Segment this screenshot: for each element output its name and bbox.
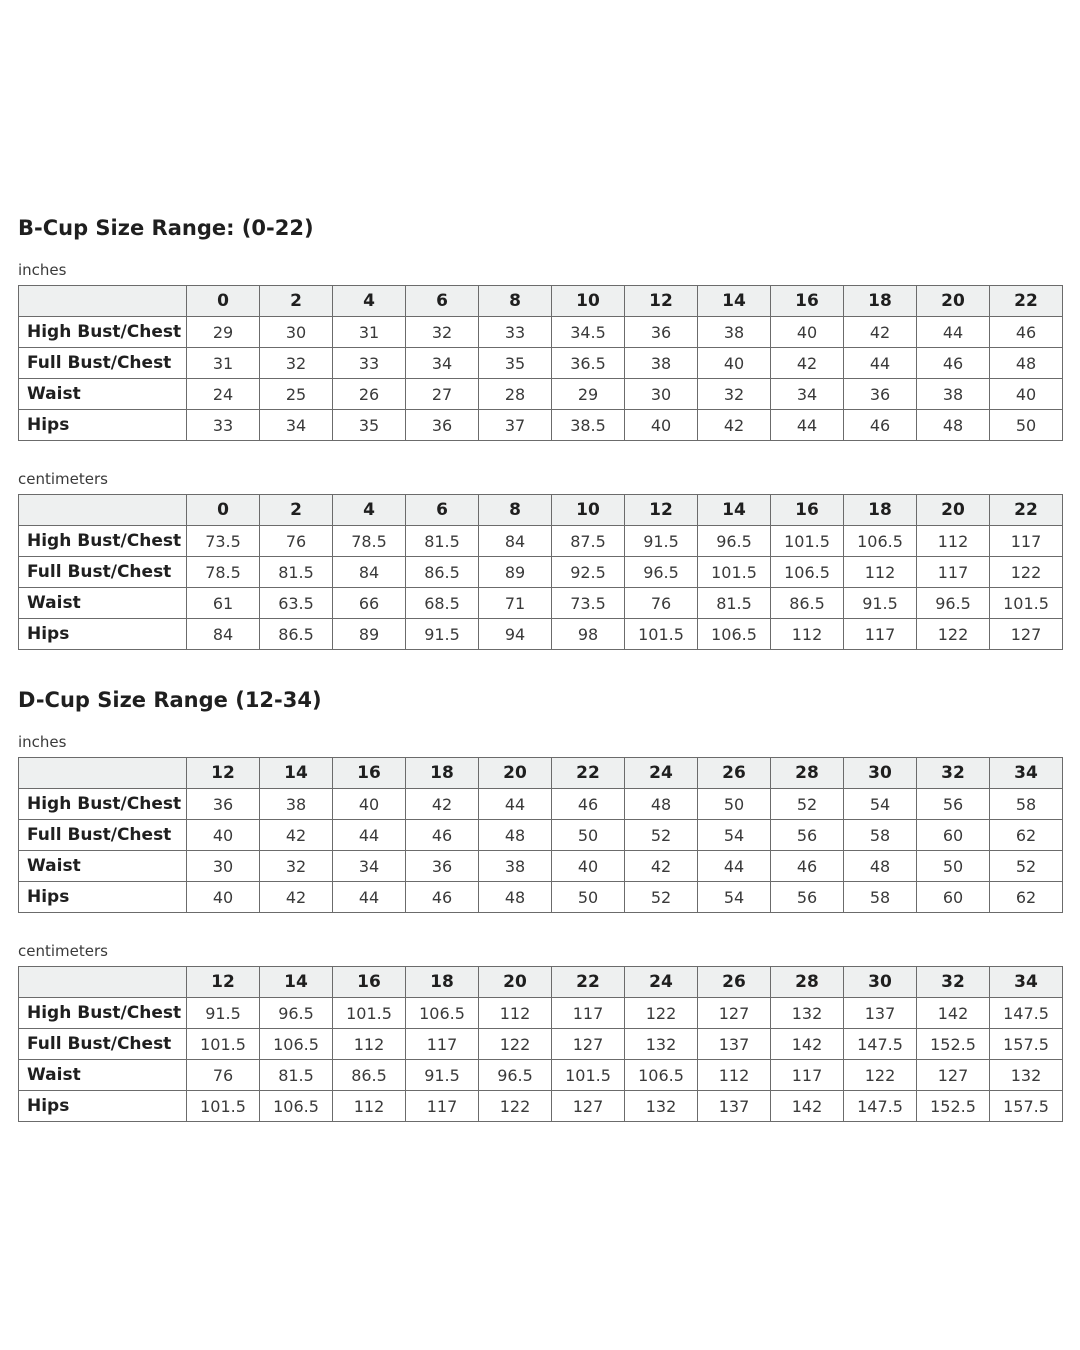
measurement-value: 50 <box>552 882 625 913</box>
measurement-value: 25 <box>260 379 333 410</box>
measurement-value: 34 <box>333 851 406 882</box>
measurement-value: 112 <box>333 1029 406 1060</box>
table-row <box>19 1029 1063 1060</box>
size-header: 20 <box>479 967 552 998</box>
measurement-value: 63.5 <box>260 588 333 619</box>
size-header: 16 <box>333 967 406 998</box>
measurement-value: 98 <box>552 619 625 650</box>
measurement-value: 84 <box>333 557 406 588</box>
measurement-value: 26 <box>333 379 406 410</box>
measurement-value: 96.5 <box>917 588 990 619</box>
measurement-label: High Bust/Chest <box>19 998 187 1029</box>
measurement-value: 42 <box>698 410 771 441</box>
size-header: 24 <box>625 967 698 998</box>
size-header: 22 <box>552 758 625 789</box>
measurement-value: 36 <box>844 379 917 410</box>
b-cup-centimeters-unit-label: centimeters <box>18 470 108 488</box>
size-header: 32 <box>917 967 990 998</box>
measurement-value: 42 <box>625 851 698 882</box>
measurement-value: 56 <box>917 789 990 820</box>
measurement-value: 37 <box>479 410 552 441</box>
measurement-value: 46 <box>844 410 917 441</box>
measurement-value: 122 <box>625 998 698 1029</box>
measurement-value: 78.5 <box>333 526 406 557</box>
table-row <box>19 1091 1063 1122</box>
measurement-label: Waist <box>19 588 187 619</box>
measurement-value: 48 <box>479 882 552 913</box>
measurement-value: 112 <box>333 1091 406 1122</box>
measurement-label: Hips <box>19 410 187 441</box>
size-header: 22 <box>552 967 625 998</box>
size-header: 4 <box>333 495 406 526</box>
measurement-value: 117 <box>771 1060 844 1091</box>
size-header: 22 <box>990 286 1063 317</box>
measurement-value: 91.5 <box>187 998 260 1029</box>
measurement-value: 38.5 <box>552 410 625 441</box>
measurement-value: 30 <box>187 851 260 882</box>
header-row <box>19 967 1063 998</box>
size-header: 2 <box>260 495 333 526</box>
measurement-value: 24 <box>187 379 260 410</box>
table-row <box>19 588 1063 619</box>
measurement-value: 52 <box>990 851 1063 882</box>
size-header: 26 <box>698 967 771 998</box>
measurement-value: 33 <box>333 348 406 379</box>
measurement-value: 137 <box>698 1091 771 1122</box>
size-header: 18 <box>406 967 479 998</box>
table-row <box>19 348 1063 379</box>
measurement-value: 137 <box>844 998 917 1029</box>
measurement-value: 38 <box>698 317 771 348</box>
size-header: 14 <box>698 495 771 526</box>
corner-cell <box>19 758 187 789</box>
measurement-value: 91.5 <box>844 588 917 619</box>
measurement-value: 96.5 <box>698 526 771 557</box>
measurement-value: 112 <box>698 1060 771 1091</box>
measurement-value: 46 <box>771 851 844 882</box>
measurement-value: 76 <box>625 588 698 619</box>
measurement-value: 117 <box>406 1091 479 1122</box>
measurement-value: 58 <box>844 882 917 913</box>
measurement-label: Full Bust/Chest <box>19 348 187 379</box>
measurement-value: 96.5 <box>260 998 333 1029</box>
measurement-label: High Bust/Chest <box>19 789 187 820</box>
header-row <box>19 286 1063 317</box>
measurement-value: 152.5 <box>917 1091 990 1122</box>
measurement-label: High Bust/Chest <box>19 526 187 557</box>
size-header: 6 <box>406 495 479 526</box>
measurement-value: 147.5 <box>844 1029 917 1060</box>
measurement-value: 127 <box>552 1091 625 1122</box>
measurement-value: 48 <box>625 789 698 820</box>
measurement-value: 56 <box>771 820 844 851</box>
table-header <box>19 758 1063 789</box>
measurement-value: 127 <box>552 1029 625 1060</box>
measurement-value: 33 <box>479 317 552 348</box>
measurement-value: 34 <box>260 410 333 441</box>
measurement-value: 122 <box>479 1029 552 1060</box>
measurement-value: 44 <box>479 789 552 820</box>
table-row <box>19 557 1063 588</box>
measurement-value: 96.5 <box>625 557 698 588</box>
measurement-value: 48 <box>844 851 917 882</box>
measurement-value: 42 <box>260 882 333 913</box>
d-cup-centimeters-table <box>18 966 1063 1122</box>
size-header: 22 <box>990 495 1063 526</box>
measurement-label: Hips <box>19 619 187 650</box>
measurement-value: 48 <box>479 820 552 851</box>
size-header: 14 <box>260 758 333 789</box>
measurement-value: 132 <box>771 998 844 1029</box>
measurement-value: 56 <box>771 882 844 913</box>
measurement-value: 54 <box>844 789 917 820</box>
measurement-value: 36 <box>406 851 479 882</box>
measurement-value: 117 <box>917 557 990 588</box>
measurement-value: 29 <box>552 379 625 410</box>
size-header: 6 <box>406 286 479 317</box>
measurement-value: 86.5 <box>771 588 844 619</box>
measurement-value: 106.5 <box>260 1091 333 1122</box>
measurement-value: 50 <box>917 851 990 882</box>
size-header: 4 <box>333 286 406 317</box>
measurement-value: 44 <box>917 317 990 348</box>
measurement-value: 30 <box>625 379 698 410</box>
size-header: 18 <box>406 758 479 789</box>
measurement-label: Full Bust/Chest <box>19 820 187 851</box>
measurement-value: 52 <box>771 789 844 820</box>
size-header: 10 <box>552 495 625 526</box>
measurement-label: High Bust/Chest <box>19 317 187 348</box>
size-header: 20 <box>917 286 990 317</box>
d-cup-inches-table <box>18 757 1063 913</box>
measurement-value: 60 <box>917 820 990 851</box>
size-header: 10 <box>552 286 625 317</box>
size-header: 2 <box>260 286 333 317</box>
table-body <box>19 317 1063 441</box>
measurement-value: 42 <box>844 317 917 348</box>
measurement-value: 142 <box>917 998 990 1029</box>
measurement-value: 117 <box>552 998 625 1029</box>
measurement-value: 101.5 <box>187 1029 260 1060</box>
measurement-value: 106.5 <box>625 1060 698 1091</box>
measurement-value: 44 <box>698 851 771 882</box>
table-row <box>19 882 1063 913</box>
measurement-value: 86.5 <box>333 1060 406 1091</box>
measurement-value: 38 <box>260 789 333 820</box>
measurement-value: 106.5 <box>844 526 917 557</box>
measurement-value: 34 <box>406 348 479 379</box>
measurement-value: 34 <box>771 379 844 410</box>
measurement-value: 91.5 <box>625 526 698 557</box>
measurement-value: 142 <box>771 1029 844 1060</box>
b-cup-inches-unit-label: inches <box>18 261 67 279</box>
measurement-value: 31 <box>333 317 406 348</box>
size-header: 16 <box>771 495 844 526</box>
measurement-value: 32 <box>260 348 333 379</box>
b-cup-inches-table <box>18 285 1063 441</box>
table-row <box>19 379 1063 410</box>
measurement-value: 68.5 <box>406 588 479 619</box>
corner-cell <box>19 286 187 317</box>
size-header: 12 <box>625 286 698 317</box>
measurement-value: 122 <box>479 1091 552 1122</box>
measurement-value: 40 <box>625 410 698 441</box>
measurement-value: 35 <box>333 410 406 441</box>
measurement-value: 106.5 <box>698 619 771 650</box>
size-header: 8 <box>479 495 552 526</box>
measurement-value: 101.5 <box>187 1091 260 1122</box>
measurement-value: 73.5 <box>552 588 625 619</box>
measurement-value: 42 <box>406 789 479 820</box>
measurement-value: 46 <box>917 348 990 379</box>
measurement-value: 76 <box>187 1060 260 1091</box>
measurement-value: 132 <box>990 1060 1063 1091</box>
size-header: 30 <box>844 758 917 789</box>
measurement-value: 127 <box>990 619 1063 650</box>
measurement-value: 81.5 <box>260 1060 333 1091</box>
measurement-value: 61 <box>187 588 260 619</box>
measurement-value: 50 <box>552 820 625 851</box>
measurement-value: 78.5 <box>187 557 260 588</box>
measurement-value: 117 <box>406 1029 479 1060</box>
size-header: 12 <box>625 495 698 526</box>
measurement-value: 54 <box>698 882 771 913</box>
measurement-value: 52 <box>625 882 698 913</box>
measurement-value: 127 <box>917 1060 990 1091</box>
size-header: 18 <box>844 286 917 317</box>
measurement-value: 122 <box>990 557 1063 588</box>
measurement-value: 50 <box>698 789 771 820</box>
table-row <box>19 526 1063 557</box>
measurement-value: 106.5 <box>771 557 844 588</box>
table-row <box>19 619 1063 650</box>
measurement-value: 58 <box>844 820 917 851</box>
measurement-value: 73.5 <box>187 526 260 557</box>
table-row <box>19 1060 1063 1091</box>
measurement-value: 94 <box>479 619 552 650</box>
size-header: 26 <box>698 758 771 789</box>
size-header: 28 <box>771 758 844 789</box>
size-header: 8 <box>479 286 552 317</box>
size-header: 12 <box>187 967 260 998</box>
measurement-value: 96.5 <box>479 1060 552 1091</box>
measurement-value: 48 <box>917 410 990 441</box>
measurement-value: 127 <box>698 998 771 1029</box>
measurement-value: 137 <box>698 1029 771 1060</box>
size-header: 20 <box>917 495 990 526</box>
measurement-value: 91.5 <box>406 1060 479 1091</box>
measurement-value: 54 <box>698 820 771 851</box>
measurement-value: 152.5 <box>917 1029 990 1060</box>
table-row <box>19 998 1063 1029</box>
measurement-value: 32 <box>698 379 771 410</box>
measurement-value: 40 <box>187 820 260 851</box>
measurement-value: 30 <box>260 317 333 348</box>
measurement-value: 132 <box>625 1029 698 1060</box>
measurement-value: 81.5 <box>260 557 333 588</box>
measurement-value: 35 <box>479 348 552 379</box>
measurement-value: 101.5 <box>552 1060 625 1091</box>
measurement-value: 157.5 <box>990 1091 1063 1122</box>
measurement-value: 32 <box>406 317 479 348</box>
measurement-value: 38 <box>479 851 552 882</box>
measurement-value: 40 <box>187 882 260 913</box>
measurement-value: 28 <box>479 379 552 410</box>
measurement-value: 147.5 <box>844 1091 917 1122</box>
measurement-value: 38 <box>625 348 698 379</box>
measurement-value: 42 <box>260 820 333 851</box>
measurement-value: 62 <box>990 882 1063 913</box>
measurement-value: 101.5 <box>990 588 1063 619</box>
measurement-value: 40 <box>771 317 844 348</box>
measurement-value: 81.5 <box>698 588 771 619</box>
measurement-value: 117 <box>990 526 1063 557</box>
measurement-value: 44 <box>333 882 406 913</box>
measurement-value: 106.5 <box>260 1029 333 1060</box>
measurement-label: Full Bust/Chest <box>19 557 187 588</box>
table-row <box>19 410 1063 441</box>
d-cup-inches-unit-label: inches <box>18 733 67 751</box>
measurement-value: 101.5 <box>771 526 844 557</box>
measurement-label: Hips <box>19 1091 187 1122</box>
measurement-value: 29 <box>187 317 260 348</box>
measurement-value: 36 <box>625 317 698 348</box>
measurement-value: 38 <box>917 379 990 410</box>
measurement-value: 132 <box>625 1091 698 1122</box>
size-header: 0 <box>187 495 260 526</box>
table-row <box>19 789 1063 820</box>
measurement-value: 44 <box>844 348 917 379</box>
header-row <box>19 758 1063 789</box>
header-row <box>19 495 1063 526</box>
measurement-value: 66 <box>333 588 406 619</box>
table-header <box>19 286 1063 317</box>
measurement-value: 101.5 <box>625 619 698 650</box>
size-header: 34 <box>990 758 1063 789</box>
table-body <box>19 789 1063 913</box>
measurement-value: 91.5 <box>406 619 479 650</box>
measurement-value: 84 <box>187 619 260 650</box>
measurement-value: 44 <box>771 410 844 441</box>
size-header: 0 <box>187 286 260 317</box>
measurement-value: 40 <box>333 789 406 820</box>
measurement-value: 33 <box>187 410 260 441</box>
size-header: 24 <box>625 758 698 789</box>
measurement-value: 46 <box>406 882 479 913</box>
measurement-value: 36 <box>406 410 479 441</box>
size-header: 32 <box>917 758 990 789</box>
measurement-value: 112 <box>917 526 990 557</box>
measurement-value: 86.5 <box>406 557 479 588</box>
size-header: 18 <box>844 495 917 526</box>
table-header <box>19 967 1063 998</box>
measurement-value: 36 <box>187 789 260 820</box>
measurement-value: 157.5 <box>990 1029 1063 1060</box>
measurement-label: Waist <box>19 379 187 410</box>
table-body <box>19 998 1063 1122</box>
measurement-value: 122 <box>844 1060 917 1091</box>
measurement-value: 40 <box>990 379 1063 410</box>
measurement-value: 84 <box>479 526 552 557</box>
measurement-value: 46 <box>552 789 625 820</box>
measurement-value: 76 <box>260 526 333 557</box>
table-row <box>19 820 1063 851</box>
measurement-value: 147.5 <box>990 998 1063 1029</box>
measurement-value: 36.5 <box>552 348 625 379</box>
size-header: 16 <box>771 286 844 317</box>
measurement-label: Full Bust/Chest <box>19 1029 187 1060</box>
size-header: 16 <box>333 758 406 789</box>
size-header: 14 <box>260 967 333 998</box>
measurement-value: 112 <box>844 557 917 588</box>
size-header: 12 <box>187 758 260 789</box>
measurement-value: 52 <box>625 820 698 851</box>
measurement-value: 101.5 <box>333 998 406 1029</box>
size-header: 14 <box>698 286 771 317</box>
measurement-value: 71 <box>479 588 552 619</box>
size-header: 34 <box>990 967 1063 998</box>
measurement-value: 48 <box>990 348 1063 379</box>
size-header: 28 <box>771 967 844 998</box>
measurement-value: 92.5 <box>552 557 625 588</box>
measurement-value: 50 <box>990 410 1063 441</box>
size-header: 30 <box>844 967 917 998</box>
measurement-value: 117 <box>844 619 917 650</box>
measurement-label: Waist <box>19 1060 187 1091</box>
table-row <box>19 317 1063 348</box>
measurement-label: Waist <box>19 851 187 882</box>
corner-cell <box>19 495 187 526</box>
size-header: 20 <box>479 758 552 789</box>
measurement-value: 40 <box>698 348 771 379</box>
measurement-value: 42 <box>771 348 844 379</box>
table-row <box>19 851 1063 882</box>
b-cup-section-title: B-Cup Size Range: (0-22) <box>18 216 314 240</box>
measurement-value: 86.5 <box>260 619 333 650</box>
measurement-value: 46 <box>406 820 479 851</box>
table-body <box>19 526 1063 650</box>
measurement-value: 101.5 <box>698 557 771 588</box>
measurement-value: 40 <box>552 851 625 882</box>
measurement-value: 112 <box>479 998 552 1029</box>
measurement-value: 89 <box>333 619 406 650</box>
measurement-value: 60 <box>917 882 990 913</box>
measurement-label: Hips <box>19 882 187 913</box>
measurement-value: 46 <box>990 317 1063 348</box>
measurement-value: 112 <box>771 619 844 650</box>
table-header <box>19 495 1063 526</box>
measurement-value: 44 <box>333 820 406 851</box>
measurement-value: 62 <box>990 820 1063 851</box>
measurement-value: 27 <box>406 379 479 410</box>
measurement-value: 34.5 <box>552 317 625 348</box>
corner-cell <box>19 967 187 998</box>
measurement-value: 31 <box>187 348 260 379</box>
measurement-value: 58 <box>990 789 1063 820</box>
d-cup-centimeters-unit-label: centimeters <box>18 942 108 960</box>
measurement-value: 87.5 <box>552 526 625 557</box>
measurement-value: 81.5 <box>406 526 479 557</box>
measurement-value: 32 <box>260 851 333 882</box>
measurement-value: 89 <box>479 557 552 588</box>
b-cup-centimeters-table <box>18 494 1063 650</box>
measurement-value: 122 <box>917 619 990 650</box>
measurement-value: 106.5 <box>406 998 479 1029</box>
measurement-value: 142 <box>771 1091 844 1122</box>
d-cup-section-title: D-Cup Size Range (12-34) <box>18 688 322 712</box>
